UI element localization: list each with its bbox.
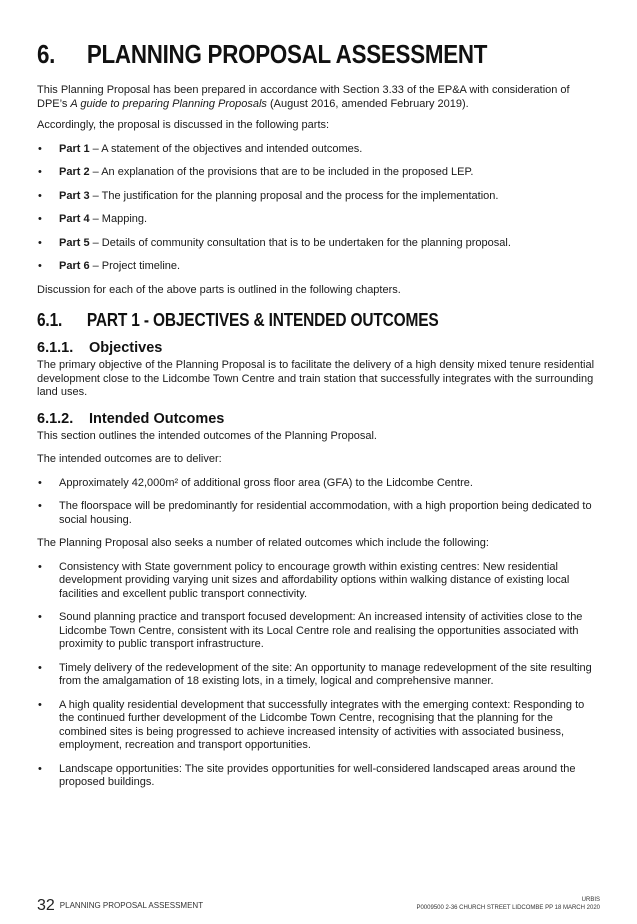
intro-paragraph <box>37 84 599 111</box>
bullet: • <box>38 236 42 249</box>
part-text: – An explanation of the provisions that are to be included in the proposed LEP. <box>89 166 474 178</box>
related-outcomes-paragraph: The Planning Proposal also seeks a number of related outcomes which include the following: <box>37 537 489 549</box>
page-number: 32 <box>37 897 55 914</box>
outcomes-deliver: The intended outcomes are to deliver: <box>37 453 222 465</box>
bullet: • <box>38 611 42 623</box>
part-label: Part 3 <box>59 189 90 202</box>
related-outcomes-list <box>37 561 599 790</box>
subsection-number: 6.1. <box>37 310 63 330</box>
bullet: • <box>38 698 42 711</box>
bullet: • <box>38 213 42 225</box>
bullet: • <box>38 476 42 489</box>
list-text: The floorspace will be predominantly for residential accommodation, with a high proportion being dedicated to social housing. <box>59 500 592 526</box>
heading-number: 6.1.1. <box>37 340 74 356</box>
list-text: Approximately 42,000m² of additional gross floor area (GFA) to the Lidcombe Centre. <box>59 476 473 489</box>
list-item <box>37 237 599 251</box>
bullet: • <box>38 661 42 674</box>
parts-list <box>37 143 599 274</box>
footer-section-label: PLANNING PROPOSAL ASSESSMENT <box>59 901 204 910</box>
list-text: Landscape opportunities: The site provides opportunities for well-considered landscaped areas around the proposed buildings. <box>59 762 576 788</box>
heading-number: 6.1.2. <box>37 410 74 427</box>
list-item <box>37 190 599 204</box>
part-text: – A statement of the objectives and intended outcomes. <box>89 142 363 155</box>
list-item <box>37 143 599 157</box>
deliverables-list <box>37 477 599 528</box>
guide-title: A guide to preparing Planning Proposals <box>70 97 267 110</box>
section-number: 6. <box>37 39 56 69</box>
bullet: • <box>38 166 42 178</box>
list-text: Consistency with State government policy to encourage growth within existing centres: New residential development providing varying unit sizes and affordability options within walking distance of existing local facilities and excellent public transport connectivity. <box>59 560 570 600</box>
list-item <box>37 166 599 180</box>
list-text: Sound planning practice and transport focused development: An increased intensity of activities close to the Lidcombe Town Centre, consistent with its Local Centre role and realising the opportunities associated with proximity to public transport infrastructure. <box>59 611 583 650</box>
list-item <box>37 477 599 491</box>
list-item <box>37 611 599 652</box>
part-text: – Project timeline. <box>89 260 181 272</box>
part-text: – The justification for the planning proposal and the process for the implementation. <box>89 189 499 202</box>
heading-title: Objectives <box>89 340 163 356</box>
part-text: – Mapping. <box>89 213 148 225</box>
list-item <box>37 500 599 527</box>
list-item <box>37 662 599 689</box>
bullet: • <box>38 560 42 573</box>
section-heading <box>37 38 520 70</box>
footer-brand: URBIS <box>581 897 600 903</box>
part-label: Part 6 <box>59 260 90 272</box>
list-text: A high quality residential development that successfully integrates with the emerging context: Responding to the continued further development of the Lidcombe Town Centre, recognising that the planning for the combined sites is being progressed to achieve increased intensity of activities with associated business, employment, recreation and transport opportunities. <box>59 698 585 751</box>
heading-title: Intended Outcomes <box>89 410 225 427</box>
subsection-title: PART 1 - OBJECTIVES & INTENDED OUTCOMES <box>86 310 439 330</box>
outcomes-paragraph: This section outlines the intended outcomes of the Planning Proposal. <box>37 429 377 442</box>
document-page <box>37 38 599 800</box>
bullet: • <box>38 189 42 202</box>
section-title: PLANNING PROPOSAL ASSESSMENT <box>86 39 488 69</box>
discussion-paragraph: Discussion for each of the above parts is outlined in the following chapters. <box>37 283 401 296</box>
list-item <box>37 260 599 274</box>
part-label: Part 5 <box>59 236 90 249</box>
footer-left <box>37 897 203 915</box>
footer-reference: P0009500 2-36 CHURCH STREET LIDCOMBE PP 18 MARCH 2020 <box>416 905 600 911</box>
part-text: – Details of community consultation that is to be undertaken for the planning proposal. <box>89 236 511 249</box>
bullet: • <box>38 500 42 512</box>
list-text: Timely delivery of the redevelopment of the site: An opportunity to manage redevelopment of the site resulting from the amalgamation of 18 existing lots, in a timely, logical and comprehensive manner. <box>59 661 592 687</box>
bullet: • <box>38 142 42 155</box>
list-item <box>37 213 599 227</box>
part-label: Part 4 <box>59 213 90 225</box>
intro-text-end: (August 2016, amended February 2019). <box>266 97 469 110</box>
part-label: Part 2 <box>59 166 90 178</box>
intro-text: This Planning Proposal has been prepared in accordance with Section 3.33 of the EP&A with consideration of DPE’s <box>37 84 570 110</box>
list-item <box>37 763 599 790</box>
objectives-paragraph: The primary objective of the Planning Proposal is to facilitate the delivery of a high density mixed tenure residential development close to the Lidcombe Town Centre and train station that successfully integrates with the surrounding land uses. <box>37 359 595 398</box>
bullet: • <box>38 260 42 272</box>
parts-intro: Accordingly, the proposal is discussed in the following parts: <box>37 119 330 131</box>
subsection-heading <box>37 309 520 331</box>
list-item <box>37 561 599 602</box>
list-item <box>37 699 599 753</box>
outcomes-heading <box>37 410 599 428</box>
part-label: Part 1 <box>59 142 90 155</box>
bullet: • <box>38 762 42 775</box>
footer-right <box>416 896 600 912</box>
objectives-heading <box>37 339 599 357</box>
